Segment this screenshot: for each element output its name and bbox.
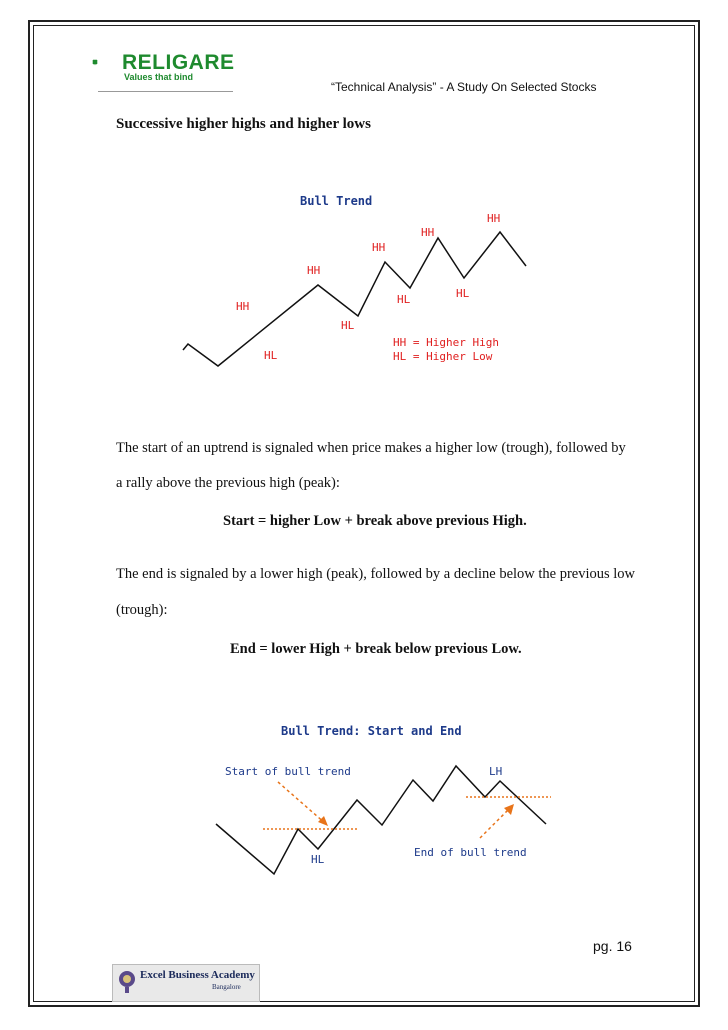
diagram1-title: Bull Trend bbox=[300, 194, 373, 208]
bull-trend-start-end-diagram bbox=[0, 700, 728, 880]
hl-label-4: HL bbox=[456, 287, 470, 300]
legend-hl: HL = Higher Low bbox=[393, 350, 493, 363]
start-label: Start of bull trend bbox=[225, 765, 351, 778]
academy-emblem-icon bbox=[118, 968, 136, 994]
bull-trend-diagram bbox=[0, 0, 728, 400]
hh-label-2: HH bbox=[307, 264, 321, 277]
hl-label-1: HL bbox=[264, 349, 278, 362]
academy-name: Excel Business Academy bbox=[140, 969, 255, 981]
formula-end: End = lower High + break below previous Low. bbox=[230, 641, 522, 657]
diagram2-title: Bull Trend: Start and End bbox=[281, 724, 462, 738]
start-arrow bbox=[278, 782, 326, 824]
paragraph-1-line-1: The start of an uptrend is signaled when price makes a higher low (trough), followed by bbox=[116, 440, 626, 456]
page-number: pg. 16 bbox=[593, 938, 632, 954]
paragraph-2-line-1: The end is signaled by a lower high (peak), followed by a decline below the previous low bbox=[116, 566, 636, 582]
hl-label: HL bbox=[311, 853, 325, 866]
hh-label-5: HH bbox=[487, 212, 501, 225]
end-label: End of bull trend bbox=[414, 846, 527, 859]
hh-label-3: HH bbox=[372, 241, 386, 254]
hh-label-1: HH bbox=[236, 300, 250, 313]
logo-tagline: Values that bind bbox=[124, 72, 194, 82]
document-title: “Technical Analysis” - A Study On Selected Stocks bbox=[331, 80, 597, 94]
paragraph-2-line-2: (trough): bbox=[116, 602, 168, 618]
paragraph-1-line-2: a rally above the previous high (peak): bbox=[116, 475, 340, 491]
legend-hh: HH = Higher High bbox=[393, 336, 499, 349]
formula-start: Start = higher Low + break above previous High. bbox=[223, 513, 527, 529]
logo-wordmark: RELIGARE bbox=[122, 51, 235, 74]
hh-label-4: HH bbox=[421, 226, 435, 239]
section-heading: Successive higher highs and higher lows bbox=[116, 116, 371, 132]
academy-city: Bangalore bbox=[212, 983, 241, 991]
hl-label-3: HL bbox=[397, 293, 411, 306]
lh-label: LH bbox=[489, 765, 503, 778]
hl-label-2: HL bbox=[341, 319, 355, 332]
